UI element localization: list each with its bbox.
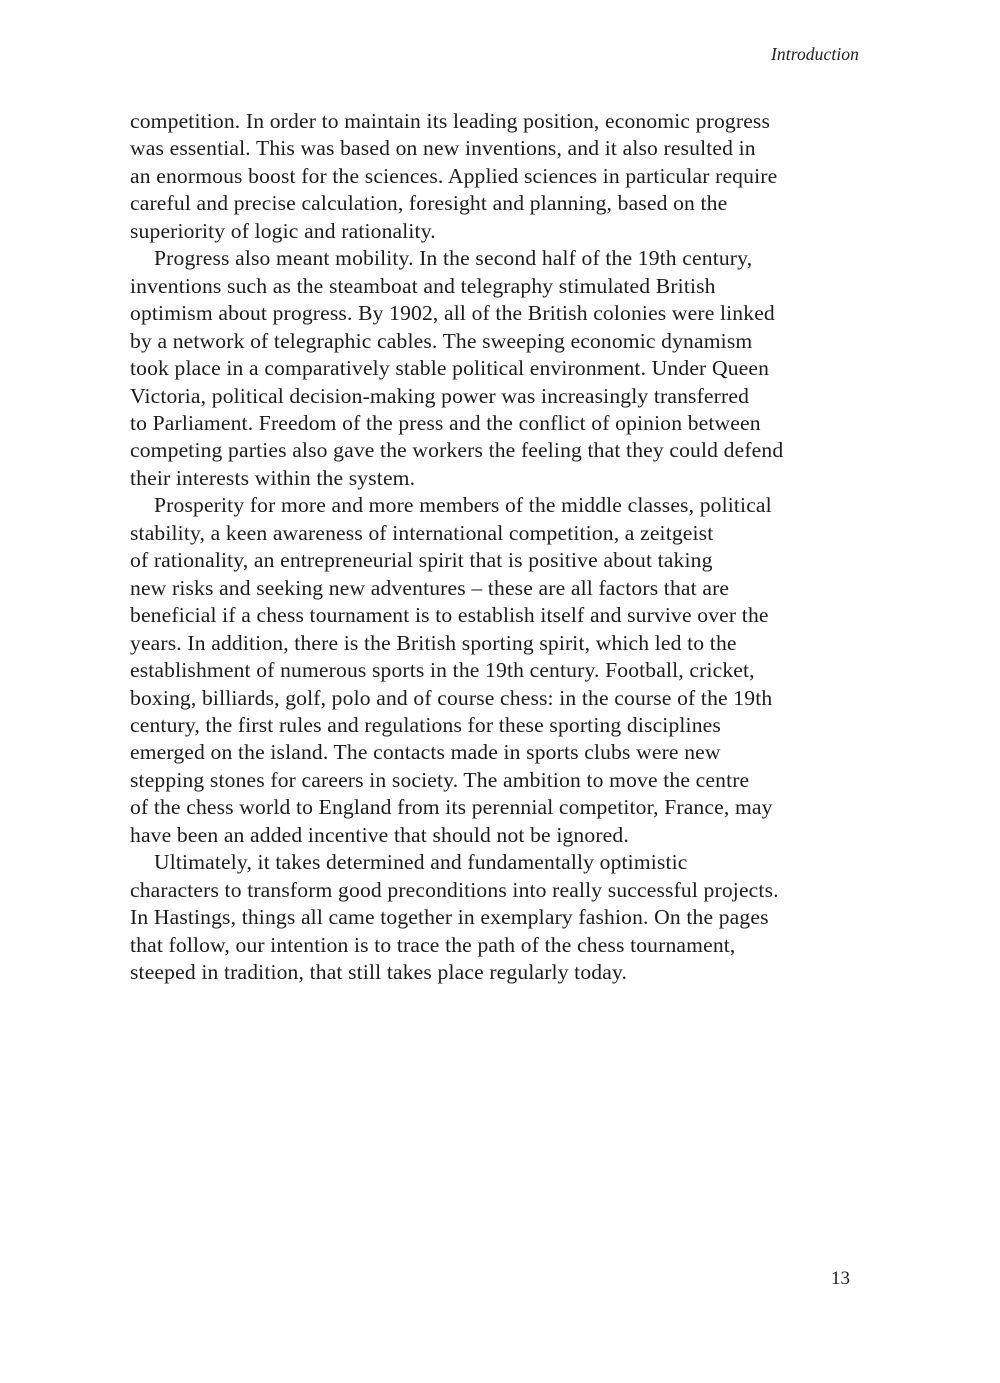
text-line: optimism about progress. By 1902, all of the British colonies were linked xyxy=(130,301,775,326)
text-line: characters to transform good preconditions into really successful projects. xyxy=(130,877,779,902)
text-line: stepping stones for careers in society. The ambition to move the centre xyxy=(130,767,750,792)
body-text xyxy=(130,108,865,987)
text-line: took place in a comparatively stable political environment. Under Queen xyxy=(130,356,770,381)
paragraph xyxy=(130,492,865,849)
text-line: establishment of numerous sports in the 19th century. Football, cricket, xyxy=(130,658,755,683)
text-line: Victoria, political decision-making power was increasingly transferred xyxy=(130,383,750,408)
text-line: by a network of telegraphic cables. The sweeping economic dynamism xyxy=(130,328,753,353)
text-line: century, the first rules and regulations for these sporting disciplines xyxy=(130,712,721,737)
running-head: Introduction xyxy=(770,44,859,64)
paragraph xyxy=(130,849,865,986)
text-line: inventions such as the steamboat and telegraphy stimulated British xyxy=(130,273,716,298)
text-line: careful and precise calculation, foresight and planning, based on the xyxy=(130,191,728,216)
text-line: competing parties also gave the workers the feeling that they could defend xyxy=(130,438,784,463)
paragraph xyxy=(130,245,865,492)
text-line: Progress also meant mobility. In the second half of the 19th century, xyxy=(154,246,753,271)
text-line: their interests within the system. xyxy=(130,465,416,490)
text-line: stability, a keen awareness of international competition, a zeitgeist xyxy=(130,520,714,545)
text-line: an enormous boost for the sciences. Applied sciences in particular require xyxy=(130,163,778,188)
text-line: steeped in tradition, that still takes place regularly today. xyxy=(130,960,628,985)
text-line: Ultimately, it takes determined and fundamentally optimistic xyxy=(154,850,688,875)
text-line: emerged on the island. The contacts made in sports clubs were new xyxy=(130,740,721,765)
paragraph xyxy=(130,108,865,245)
page-number: 13 xyxy=(831,1268,850,1289)
text-line: superiority of logic and rationality. xyxy=(130,218,436,243)
text-line: have been an added incentive that should not be ignored. xyxy=(130,822,629,847)
text-line: new risks and seeking new adventures – these are all factors that are xyxy=(130,575,730,600)
text-line: was essential. This was based on new inventions, and it also resulted in xyxy=(130,136,756,161)
text-line: of the chess world to England from its perennial competitor, France, may xyxy=(130,795,773,820)
text-line: In Hastings, things all came together in exemplary fashion. On the pages xyxy=(130,905,769,930)
text-line: of rationality, an entrepreneurial spirit that is positive about taking xyxy=(130,548,713,573)
text-line: that follow, our intention is to trace the path of the chess tournament, xyxy=(130,932,736,957)
text-line: to Parliament. Freedom of the press and the conflict of opinion between xyxy=(130,410,761,435)
text-line: competition. In order to maintain its leading position, economic progress xyxy=(130,109,771,133)
text-line: Prosperity for more and more members of the middle classes, political xyxy=(154,493,772,518)
text-line: boxing, billiards, golf, polo and of course chess: in the course of the 19th xyxy=(130,685,773,710)
text-line: beneficial if a chess tournament is to establish itself and survive over the xyxy=(130,603,769,628)
text-line: years. In addition, there is the British sporting spirit, which led to the xyxy=(130,630,737,655)
